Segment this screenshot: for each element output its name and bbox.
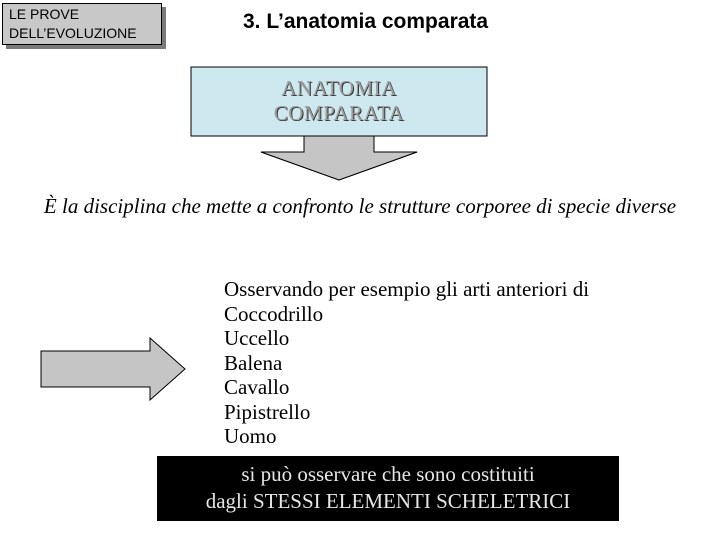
- list-item: Balena: [224, 350, 283, 375]
- conclusion-line2: dagli STESSI ELEMENTI SCHELETRICI: [205, 489, 571, 513]
- callout-line1: ANATOMIA: [281, 76, 397, 100]
- callout-line2: COMPARATA: [273, 101, 405, 125]
- right-arrow-icon: [41, 338, 185, 400]
- examples-intro: Osservando per esempio gli arti anteriori di: [224, 277, 590, 301]
- slide-title: 3. L’anatomia comparata: [243, 10, 489, 33]
- list-item: Coccodrillo: [224, 301, 324, 326]
- list-item: Uccello: [224, 326, 290, 350]
- callout-box: [193, 76, 485, 126]
- examples-list: [224, 277, 589, 449]
- section-tag-line2: DELL’EVOLUZIONE: [9, 25, 137, 41]
- list-item: Uomo: [224, 424, 277, 448]
- list-item: Cavallo: [224, 375, 290, 399]
- section-tag-line1: LE PROVE: [9, 6, 80, 22]
- conclusion-box: [157, 456, 619, 521]
- down-arrow-tip-icon: [261, 136, 417, 180]
- list-item: Pipistrello: [224, 399, 311, 424]
- conclusion-line1: si può osservare che sono costituiti: [241, 462, 535, 486]
- definition-text: È la disciplina che mette a confronto le strutture corporee di specie diverse: [43, 194, 677, 218]
